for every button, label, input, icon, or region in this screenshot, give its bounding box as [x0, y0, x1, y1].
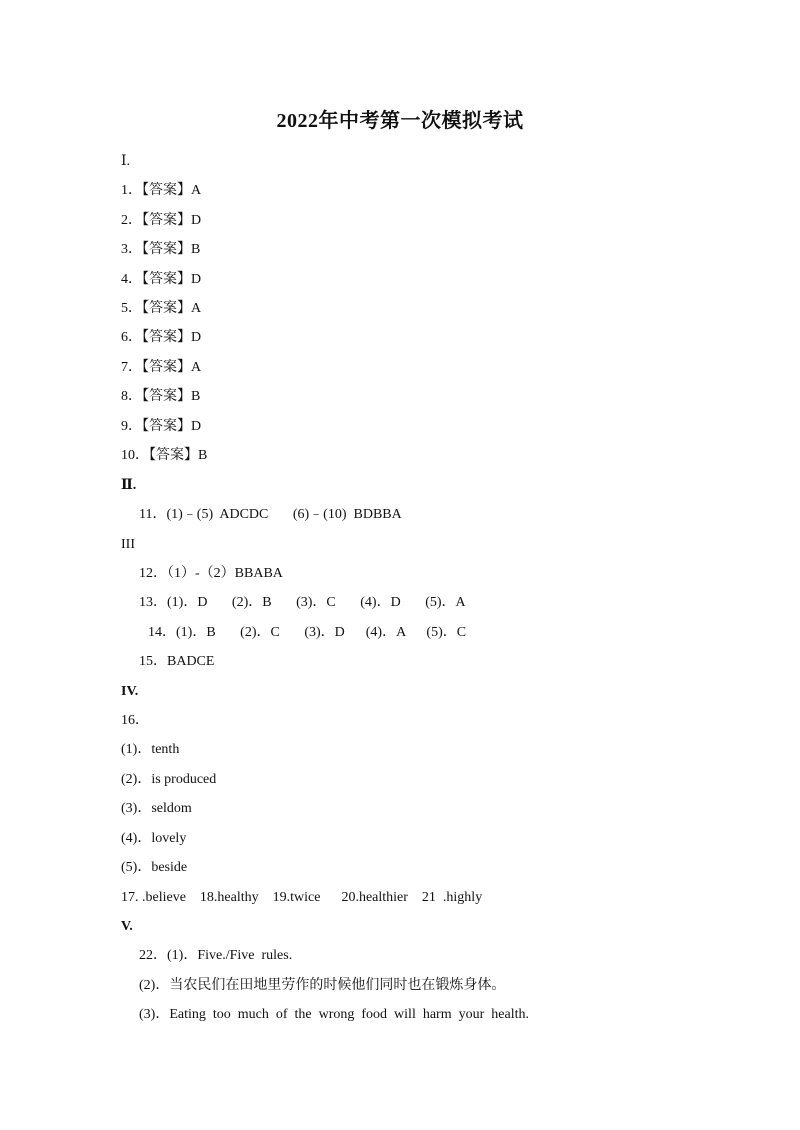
answer-line: 1．【答案】A: [121, 183, 202, 198]
answer-line: (5)．beside: [121, 860, 188, 875]
answer-line: 14．(1)．B (2)．C (3)．D (4)．A (5)．C: [148, 625, 467, 640]
page-title: 2022年中考第一次模拟考试: [276, 110, 524, 132]
answer-line: 16．: [121, 713, 149, 728]
section-heading-2: Ⅱ.: [121, 478, 137, 493]
answer-line: (4)．lovely: [121, 831, 187, 846]
answer-line: (2)．当农民们在田地里劳作的时候他们同时也在锻炼身体。: [139, 978, 506, 993]
answer-line: 12．（1）-（2）BBABA: [139, 566, 283, 581]
section-heading-3: III: [121, 537, 135, 552]
answer-line: (3)．Eating too much of the wrong food will harm your health.: [139, 1007, 529, 1022]
answer-line: 13．(1)．D (2)．B (3)．C (4)．D (5)．A: [139, 595, 466, 610]
section-heading-5: V.: [121, 919, 133, 934]
answer-line: 5．【答案】A: [121, 301, 202, 316]
answer-line: 6．【答案】D: [121, 330, 202, 345]
answer-line: 17. .believe 18.healthy 19.twice 20.healthier 21 .highly: [121, 890, 483, 905]
answer-line: 11．(1)﹣(5) ADCDC (6)﹣(10) BDBBA: [139, 507, 402, 522]
answer-line: 3．【答案】B: [121, 242, 201, 257]
answer-line: 15．BADCE: [139, 654, 215, 669]
answer-line: 8．【答案】B: [121, 389, 201, 404]
answer-line: 22．(1)．Five./Five rules.: [139, 948, 293, 963]
answer-line: (1)．tenth: [121, 742, 180, 757]
answer-line: 2．【答案】D: [121, 213, 202, 228]
answer-line: 9．【答案】D: [121, 419, 202, 434]
answer-line: 10．【答案】B: [121, 448, 208, 463]
answer-line: (3)．seldom: [121, 801, 192, 816]
answer-line: (2)．is produced: [121, 772, 217, 787]
section-heading-1: Ⅰ.: [121, 154, 131, 169]
section-heading-4: IV.: [121, 684, 139, 699]
answer-line: 7．【答案】A: [121, 360, 202, 375]
answer-line: 4．【答案】D: [121, 272, 202, 287]
